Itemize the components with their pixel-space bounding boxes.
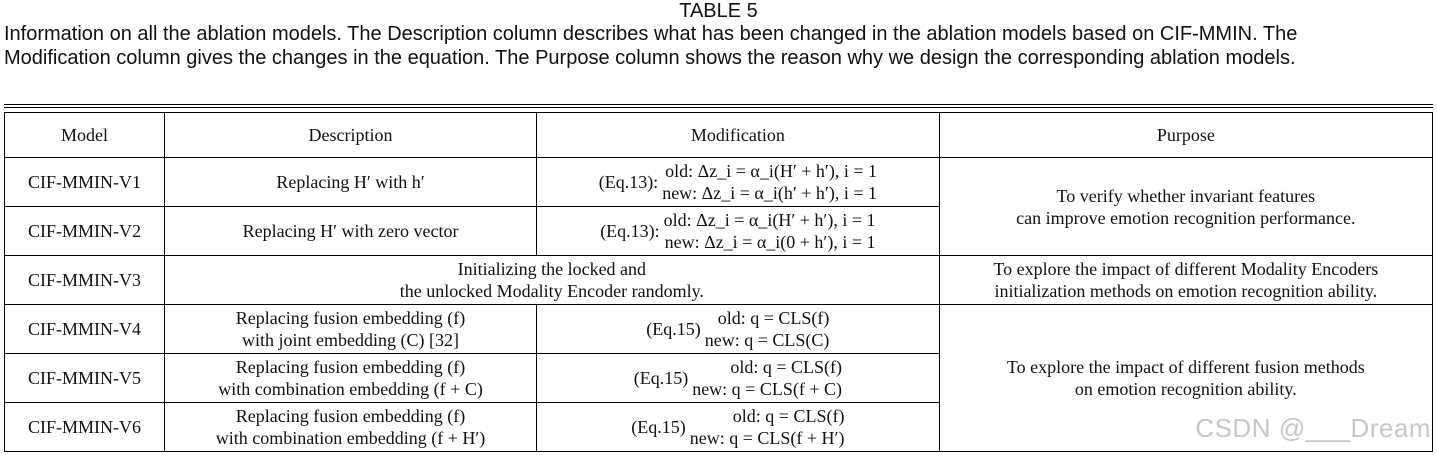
equation-ref: (Eq.15): [646, 319, 701, 339]
purpose-line: initialization methods on emotion recognition ability.: [994, 281, 1378, 301]
description-cell: [165, 354, 537, 403]
purpose-line: on emotion recognition ability.: [1074, 379, 1297, 399]
table-row: [5, 256, 1433, 305]
header-purpose: Purpose: [939, 113, 1432, 158]
description-cell: [165, 305, 537, 354]
watermark: CSDN @___Dream: [1195, 413, 1431, 443]
new-equation: new: q = CLS(C): [704, 330, 830, 350]
old-equation: old: Δz_i = α_i(H′ + h′), i = 1: [663, 210, 876, 230]
modification-cell: [537, 158, 940, 207]
model-cell: CIF-MMIN-V2: [5, 207, 165, 256]
model-cell: CIF-MMIN-V5: [5, 354, 165, 403]
old-equation: old: Δz_i = α_i(H′ + h′), i = 1: [665, 161, 877, 181]
table-row: [5, 305, 1433, 354]
purpose-line: To explore the impact of different fusion methods: [1006, 357, 1365, 377]
header-model: Model: [5, 113, 165, 158]
purpose-cell: [939, 158, 1432, 256]
purpose-cell: [939, 256, 1432, 305]
description-cell: [165, 256, 940, 305]
description-cell: [165, 403, 537, 452]
description-line: Replacing fusion embedding (f): [235, 406, 466, 426]
header-description: Description: [165, 113, 537, 158]
equation-ref: (Eq.13):: [598, 172, 659, 192]
equation-ref: (Eq.13):: [600, 221, 660, 241]
description-line: with joint embedding (C) [32]: [242, 330, 460, 350]
new-equation: new: Δz_i = α_i(h′ + h′), i = 1: [662, 183, 877, 203]
description-line: with combination embedding (f + H′): [215, 428, 486, 448]
model-cell: CIF-MMIN-V6: [5, 403, 165, 452]
new-equation: new: q = CLS(f + H′): [689, 428, 845, 448]
caption-line-1: Information on all the ablation models. The Description column describes what has been changed in the ablation models based on CIF-MMIN. The: [4, 23, 1298, 45]
description-line: Initializing the locked and: [457, 259, 647, 279]
top-rule-2: [4, 107, 1433, 108]
purpose-line: can improve emotion recognition performance.: [1016, 207, 1356, 228]
modification-cell: [537, 305, 940, 354]
ablation-table: [4, 112, 1433, 452]
description-line: with combination embedding (f + C): [218, 379, 483, 399]
modification-cell: [537, 354, 940, 403]
model-cell: CIF-MMIN-V1: [5, 158, 165, 207]
new-equation: new: Δz_i = α_i(0 + h′), i = 1: [664, 232, 876, 252]
description-line: Replacing fusion embedding (f): [235, 308, 466, 328]
caption-line-2: Modification column gives the changes in the equation. The Purpose column shows the reason why we design the corresponding ablation models.: [4, 47, 1296, 69]
modification-cell: [537, 207, 940, 256]
purpose-line: To verify whether invariant features: [1056, 185, 1316, 206]
purpose-line: To explore the impact of different Modality Encoders: [993, 259, 1379, 279]
old-equation: old: q = CLS(f): [717, 308, 830, 328]
table-row: [5, 158, 1433, 207]
equation-ref: (Eq.15): [631, 417, 686, 437]
description-cell: Replacing H′ with zero vector: [165, 207, 537, 256]
equation-ref: (Eq.15): [633, 368, 689, 388]
table-caption: [4, 22, 1434, 70]
model-cell: CIF-MMIN-V3: [5, 256, 165, 305]
model-cell: CIF-MMIN-V4: [5, 305, 165, 354]
header-modification: Modification: [537, 113, 940, 158]
old-equation: old: q = CLS(f): [730, 357, 842, 377]
description-line: the unlocked Modality Encoder randomly.: [399, 281, 704, 301]
description-cell: Replacing H′ with h′: [165, 158, 537, 207]
top-rule-1: [4, 104, 1433, 105]
new-equation: new: q = CLS(f + C): [692, 379, 842, 399]
header-row: [5, 113, 1433, 158]
table-caption-title: TABLE 5: [679, 0, 758, 22]
description-line: Replacing fusion embedding (f): [235, 357, 466, 377]
old-equation: old: q = CLS(f): [732, 406, 845, 426]
modification-cell: [537, 403, 940, 452]
